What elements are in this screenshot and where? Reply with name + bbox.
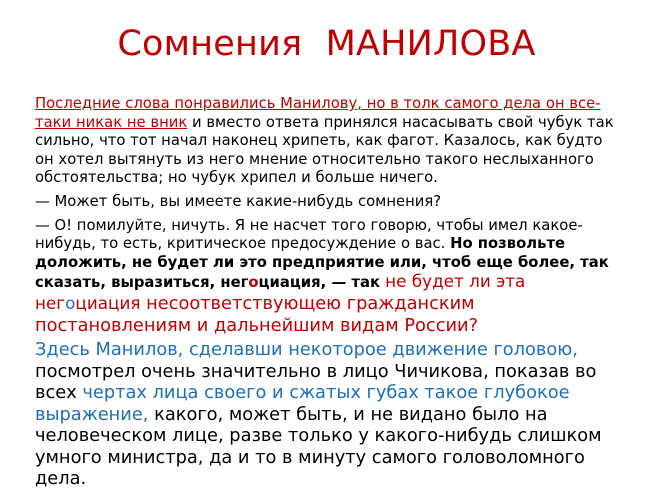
slide-title: Сомнения МАНИЛОВА [117, 24, 536, 64]
bold-question-text: Но позвольте доложить, не будет ли это предприятие или, чтоб еще более, так сказать, выразиться, нег [35, 235, 609, 292]
paragraph-3-text: — О! помилуйте, ничуть. Я не насчет того говорю, чтобы имел какое-нибудь, то есть, критическое предосуждение о вас. [35, 216, 583, 253]
highlight-lead: Последние слова понравились Манилову, но в толк самого дела он все-таки никак не вник [35, 95, 601, 131]
paragraph-4-text-1: посмотрел очень значительно в лицо Чичикова, показав во всех [35, 360, 597, 404]
blue-phrase-1: Здесь Манилов, сделавши некоторое движение головою, [35, 339, 578, 361]
red-question-end: несоответствующею гражданским постановлениям и дальнейшим видам России? [35, 292, 479, 336]
blue-phrase-2: чертах лица своего и сжатых губах такое глубокое выражение, [35, 382, 570, 425]
bold-question-end: циация, — так [258, 274, 386, 292]
accent-letter-blue: о [65, 292, 76, 313]
red-question-start: не будет ли эта нег [35, 271, 526, 313]
slide-body [35, 95, 615, 490]
red-question-word-end: циация [75, 292, 141, 313]
accent-letter: о [248, 274, 259, 292]
paragraph-4 [35, 339, 615, 490]
paragraph-1-text: и вместо ответа принялся насасывать свой чубук так сильно, что тот начал наконец хрипеть, как фагот. Казалось, как будто он хотел вытянуть из него мнение относительно такого неслыханного обстоятельства; но чубук хрипел и больше ничего. [35, 113, 614, 187]
paragraph-4-text-2: какого, может быть, и не видано было на человеческом лице, разве только у какого-нибудь слишком умного министра, да и то в минуту самого головоломного дела. [35, 403, 602, 490]
paragraph-1 [35, 95, 615, 188]
paragraph-2: — Может быть, вы имеете какие-нибудь сомнения? [35, 192, 442, 210]
paragraph-3 [35, 217, 615, 337]
